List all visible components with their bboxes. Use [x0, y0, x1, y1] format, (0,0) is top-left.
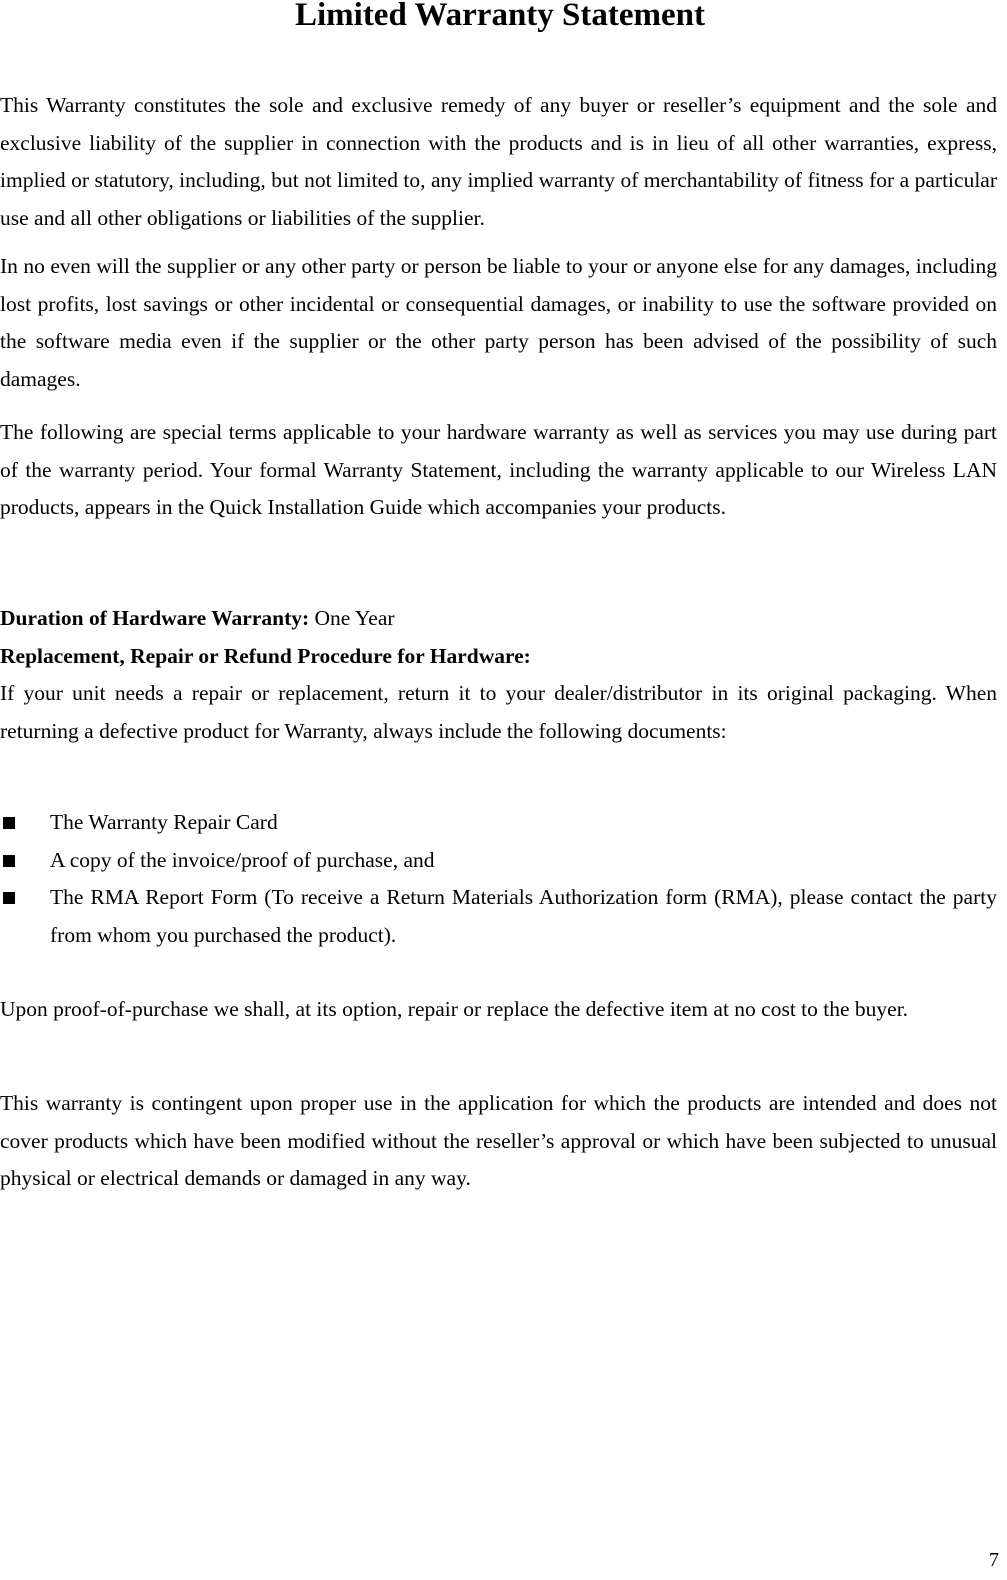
square-bullet-icon: [3, 855, 15, 867]
page-number: 7: [989, 1549, 999, 1571]
square-bullet-icon: [3, 892, 15, 904]
special-terms-paragraph: The following are special terms applicable to your hardware warranty as well as services you may use during part of the warranty period. Your formal Warranty Statement, including the warranty applicable to our Wireless LAN products, appears in the Quick Installation Guide which accompanies your products.: [0, 420, 997, 519]
list-item-text: The RMA Report Form (To receive a Return Materials Authorization form (RMA), please contact the party from whom you purchased the product).: [50, 885, 997, 947]
list-item: [0, 879, 997, 954]
duration-label: Duration of Hardware Warranty:: [0, 606, 310, 630]
duration-line: [0, 600, 997, 638]
page-title: Limited Warranty Statement: [294, 0, 705, 33]
replacement-heading: Replacement, Repair or Refund Procedure for Hardware:: [0, 644, 531, 668]
square-bullet-icon: [3, 817, 15, 829]
return-instructions-paragraph: If your unit needs a repair or replacement, return it to your dealer/distributor in its original packaging. When returning a defective product for Warranty, always include the following documents:: [0, 681, 997, 743]
list-item-text: A copy of the invoice/proof of purchase, and: [50, 847, 435, 872]
proof-of-purchase-paragraph: Upon proof-of-purchase we shall, at its option, repair or replace the defective item at no cost to the buyer.: [0, 997, 909, 1021]
documents-list: [0, 804, 997, 954]
warranty-remedy-paragraph: This Warranty constitutes the sole and exclusive remedy of any buyer or reseller’s equipment and the sole and exclusive liability of the supplier in connection with the products and is in lieu of all other warranties, express, implied or statutory, including, but not limited to, any implied warranty of merchantability of fitness for a particular use and all other obligations or liabilities of the supplier.: [0, 93, 997, 230]
liability-paragraph: In no even will the supplier or any other party or person be liable to your or anyone else for any damages, including lost profits, lost savings or other incidental or consequential damages, or inability to use the software provided on the software media even if the supplier or the other party person has been advised of the possibility of such damages.: [0, 254, 997, 391]
list-item: [0, 804, 997, 842]
list-item-text: The Warranty Repair Card: [50, 810, 278, 834]
duration-value: One Year: [309, 606, 395, 630]
contingency-paragraph: This warranty is contingent upon proper use in the application for which the products are intended and does not cover products which have been modified without the reseller’s approval or which have been subjected to unusual physical or electrical demands or damaged in any way.: [0, 1091, 997, 1190]
list-item: [0, 842, 997, 880]
